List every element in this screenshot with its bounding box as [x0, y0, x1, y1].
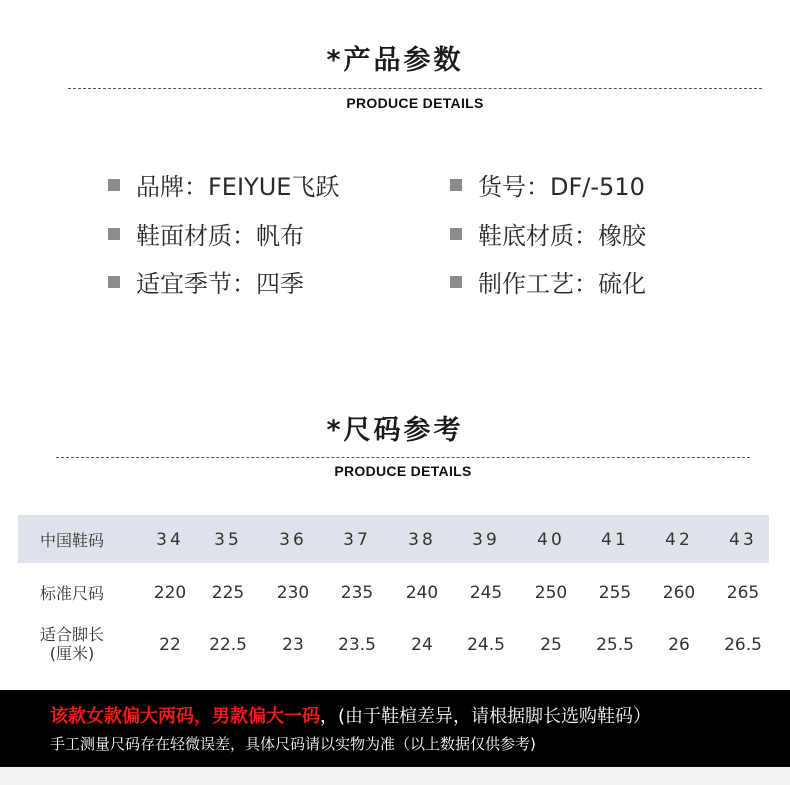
spec-upper-material-text: 鞋面材质：帆布 [136, 222, 304, 250]
bullet-square-icon [108, 179, 120, 191]
size-cell: 35 [214, 530, 242, 550]
size-cell: 22.5 [209, 635, 247, 655]
spec-season-text: 适宜季节：四季 [136, 270, 304, 298]
spec-upper-material [108, 216, 304, 251]
size-cell: 23.5 [338, 635, 376, 655]
size-cell: 43 [729, 530, 757, 550]
size-cell: 34 [156, 530, 184, 550]
size-cell: 25.5 [596, 635, 634, 655]
size-divider [56, 457, 750, 458]
size-cell: 36 [279, 530, 307, 550]
details-divider [68, 88, 762, 89]
size-cell: 22 [159, 635, 181, 655]
size-cell: 39 [472, 530, 500, 550]
size-row-foot-length [18, 619, 769, 675]
row-label: 标准尺码 [39, 584, 104, 603]
bottom-band [0, 767, 790, 785]
bullet-square-icon [450, 179, 462, 191]
notice-reason: ，(由于鞋楦差异，请根据脚长选购鞋码） [320, 706, 652, 727]
size-cell: 38 [408, 530, 436, 550]
size-cell: 24.5 [467, 635, 505, 655]
size-cell: 235 [340, 583, 374, 603]
size-cell: 220 [153, 583, 187, 603]
size-cell: 24 [411, 635, 433, 655]
size-title: *尺码参考 [326, 415, 464, 446]
spec-sole-material-text: 鞋底材质：橡胶 [478, 222, 646, 250]
details-subtitle: PRODUCE DETAILS [346, 95, 484, 111]
spec-brand [108, 167, 339, 202]
size-cell: 25 [540, 635, 562, 655]
size-row-china [18, 515, 769, 563]
size-cell: 23 [282, 635, 304, 655]
size-cell: 260 [662, 583, 696, 603]
spec-item-number [450, 167, 645, 202]
size-cell: 230 [276, 583, 310, 603]
size-cell: 26.5 [724, 635, 762, 655]
spec-item-number-text: 货号：DF/-510 [478, 173, 645, 201]
size-notice-banner [0, 690, 790, 767]
spec-craft [450, 264, 646, 299]
size-subtitle: PRODUCE DETAILS [334, 463, 472, 479]
spec-season [108, 264, 304, 299]
size-cell: 245 [469, 583, 503, 603]
size-cell: 250 [534, 583, 568, 603]
details-title: *产品参数 [326, 45, 464, 76]
size-cell: 240 [405, 583, 439, 603]
notice-line-1 [50, 702, 651, 728]
spec-brand-text: 品牌：FEIYUE飞跃 [136, 173, 340, 201]
size-cell: 26 [668, 635, 690, 655]
size-cell: 42 [665, 530, 693, 550]
bullet-square-icon [108, 228, 120, 240]
spec-sole-material [450, 216, 646, 251]
spec-craft-text: 制作工艺：硫化 [478, 270, 646, 298]
bullet-square-icon [450, 276, 462, 288]
size-cell: 225 [211, 583, 245, 603]
size-row-standard [18, 567, 769, 615]
size-cell: 40 [537, 530, 565, 550]
size-cell: 37 [343, 530, 371, 550]
notice-line-2: 手工测量尺码存在轻微误差，具体尺码请以实物为准（以上数据仅供参考) [50, 735, 536, 753]
bullet-square-icon [108, 276, 120, 288]
notice-highlight: 该款女款偏大两码，男款偏大一码 [50, 706, 320, 727]
size-cell: 41 [601, 530, 629, 550]
row-label: 中国鞋码 [39, 531, 104, 550]
bullet-square-icon [450, 228, 462, 240]
size-cell: 265 [726, 583, 760, 603]
row-label: 适合脚长 (厘米) [39, 625, 104, 664]
size-cell: 255 [598, 583, 632, 603]
